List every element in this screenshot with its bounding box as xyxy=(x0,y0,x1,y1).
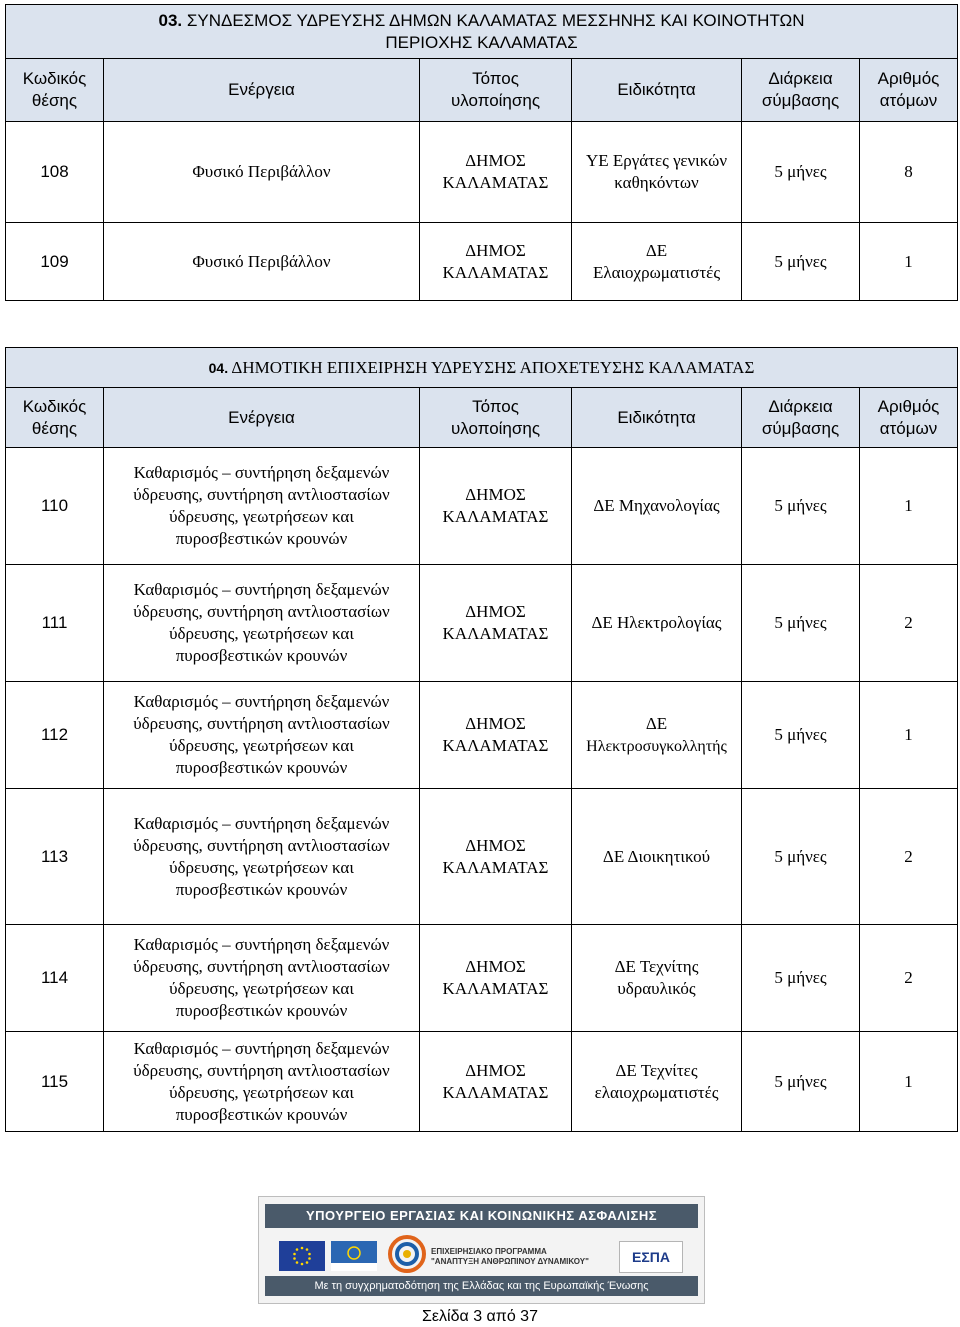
section-04-table xyxy=(5,347,958,1132)
table-row xyxy=(6,122,958,223)
row-code: 112 xyxy=(6,682,104,789)
section-03-table xyxy=(5,4,958,301)
row-duration: 5 μήνες xyxy=(742,682,860,789)
section-03-title xyxy=(6,5,958,59)
row-code: 115 xyxy=(6,1032,104,1132)
row-place: ΔΗΜΟΣ ΚΑΛΑΜΑΤΑΣ xyxy=(420,223,572,301)
row-duration: 5 μήνες xyxy=(742,565,860,682)
row-duration: 5 μήνες xyxy=(742,925,860,1032)
row-specialty: ΔΕ Τεχνίτης υδραυλικός xyxy=(572,925,742,1032)
row-duration: 5 μήνες xyxy=(742,1032,860,1132)
row-specialty: ΔΕ Ηλεκτρολογίας xyxy=(572,565,742,682)
funding-banner xyxy=(258,1196,705,1304)
row-code: 111 xyxy=(6,565,104,682)
header-code: Κωδικός θέσης xyxy=(6,59,104,122)
header-specialty: Ειδικότητα xyxy=(572,388,742,448)
header-activity: Ενέργεια xyxy=(104,388,420,448)
row-activity: Καθαρισμός – συντήρηση δεξαμενών ύδρευσης, συντήρηση αντλιοστασίων ύδρευσης, γεωτρήσεων και πυροσβεστικών κρουνών xyxy=(104,448,420,565)
row-activity: Φυσικό Περιβάλλον xyxy=(104,223,420,301)
row-count: 1 xyxy=(860,223,958,301)
table-row xyxy=(6,925,958,1032)
table-row xyxy=(6,789,958,925)
header-activity: Ενέργεια xyxy=(104,59,420,122)
row-specialty: ΔΕ Διοικητικού xyxy=(572,789,742,925)
row-duration: 5 μήνες xyxy=(742,448,860,565)
row-activity: Καθαρισμός – συντήρηση δεξαμενών ύδρευσης, συντήρηση αντλιοστασίων ύδρευσης, γεωτρήσεων και πυροσβεστικών κρουνών xyxy=(104,789,420,925)
header-count: Αριθμός ατόμων xyxy=(860,59,958,122)
ministry-bar: ΥΠΟΥΡΓΕΙΟ ΕΡΓΑΣΙΑΣ ΚΑΙ ΚΟΙΝΩΝΙΚΗΣ ΑΣΦΑΛΙΣΗΣ xyxy=(265,1204,698,1228)
row-place: ΔΗΜΟΣ ΚΑΛΑΜΑΤΑΣ xyxy=(420,789,572,925)
row-code: 113 xyxy=(6,789,104,925)
row-count: 2 xyxy=(860,565,958,682)
row-activity: Φυσικό Περιβάλλον xyxy=(104,122,420,223)
eu-flag-icon xyxy=(279,1241,325,1271)
row-specialty: ΔΕ Ελαιοχρωματιστές xyxy=(572,223,742,301)
section-03-title-line1: ΣΥΝΔΕΣΜΟΣ ΥΔΡΕΥΣΗΣ ΔΗΜΩΝ ΚΑΛΑΜΑΤΑΣ ΜΕΣΣΗΝΗΣ ΚΑΙ ΚΟΙΝΟΤΗΤΩΝ xyxy=(186,10,805,30)
program-name: ΕΠΙΧΕΙΡΗΣΙΑΚΟ ΠΡΟΓΡΑΜΜΑ "ΑΝΑΠΤΥΞΗ ΑΝΘΡΩΠΙΝΟΥ ΔΥΝΑΜΙΚΟΥ" xyxy=(431,1247,589,1266)
table-row xyxy=(6,1032,958,1132)
row-count: 2 xyxy=(860,789,958,925)
espa-logo: ΕΣΠΑ xyxy=(619,1241,683,1273)
row-duration: 5 μήνες xyxy=(742,223,860,301)
row-code: 108 xyxy=(6,122,104,223)
table-row xyxy=(6,223,958,301)
section-04-title xyxy=(6,348,958,388)
row-place: ΔΗΜΟΣ ΚΑΛΑΜΑΤΑΣ xyxy=(420,1032,572,1132)
row-place: ΔΗΜΟΣ ΚΑΛΑΜΑΤΑΣ xyxy=(420,448,572,565)
row-place: ΔΗΜΟΣ ΚΑΛΑΜΑΤΑΣ xyxy=(420,925,572,1032)
table-row xyxy=(6,565,958,682)
table-row xyxy=(6,448,958,565)
header-code: Κωδικός θέσης xyxy=(6,388,104,448)
table-row xyxy=(6,682,958,789)
row-duration: 5 μήνες xyxy=(742,789,860,925)
section-04-title-text: ΔΗΜΟΤΙΚΗ ΕΠΙΧΕΙΡΗΣΗ ΥΔΡΕΥΣΗΣ ΑΠΟΧΕΤΕΥΣΗΣ ΚΑΛΑΜΑΤΑΣ xyxy=(231,357,755,377)
header-duration: Διάρκεια σύμβασης xyxy=(742,59,860,122)
row-activity: Καθαρισμός – συντήρηση δεξαμενών ύδρευσης, συντήρηση αντλιοστασίων ύδρευσης, γεωτρήσεων και πυροσβεστικών κρουνών xyxy=(104,682,420,789)
esf-flag-icon xyxy=(331,1241,377,1271)
row-count: 8 xyxy=(860,122,958,223)
header-place: Τόπος υλοποίησης xyxy=(420,388,572,448)
section-03-number: 03. xyxy=(158,10,183,30)
page-number: Σελίδα 3 από 37 xyxy=(422,1308,538,1325)
row-place: ΔΗΜΟΣ ΚΑΛΑΜΑΤΑΣ xyxy=(420,122,572,223)
row-code: 109 xyxy=(6,223,104,301)
row-place: ΔΗΜΟΣ ΚΑΛΑΜΑΤΑΣ xyxy=(420,565,572,682)
row-code: 110 xyxy=(6,448,104,565)
row-count: 1 xyxy=(860,448,958,565)
cofunding-bar: Με τη συγχρηματοδότηση της Ελλάδας και της Ευρωπαϊκής Ένωσης xyxy=(265,1276,698,1296)
header-place: Τόπος υλοποίησης xyxy=(420,59,572,122)
row-duration: 5 μήνες xyxy=(742,122,860,223)
row-specialty: ΔΕ Μηχανολογίας xyxy=(572,448,742,565)
row-specialty: ΔΕ Τεχνίτες ελαιοχρωματιστές xyxy=(572,1032,742,1132)
section-04-number: 04. xyxy=(208,359,229,376)
row-place: ΔΗΜΟΣ ΚΑΛΑΜΑΤΑΣ xyxy=(420,682,572,789)
header-count: Αριθμός ατόμων xyxy=(860,388,958,448)
header-specialty: Ειδικότητα xyxy=(572,59,742,122)
row-count: 1 xyxy=(860,1032,958,1132)
section-04-header-row xyxy=(6,388,958,448)
program-logo-icon xyxy=(387,1234,427,1274)
header-duration: Διάρκεια σύμβασης xyxy=(742,388,860,448)
row-activity: Καθαρισμός – συντήρηση δεξαμενών ύδρευσης, συντήρηση αντλιοστασίων ύδρευσης, γεωτρήσεων και πυροσβεστικών κρουνών xyxy=(104,925,420,1032)
section-03-header-row xyxy=(6,59,958,122)
row-code: 114 xyxy=(6,925,104,1032)
row-activity: Καθαρισμός – συντήρηση δεξαμενών ύδρευσης, συντήρηση αντλιοστασίων ύδρευσης, γεωτρήσεων και πυροσβεστικών κρουνών xyxy=(104,565,420,682)
row-specialty: ΔΕ Ηλεκτροσυγκολλητής xyxy=(572,682,742,789)
row-count: 1 xyxy=(860,682,958,789)
row-count: 2 xyxy=(860,925,958,1032)
row-specialty: ΥΕ Εργάτες γενικών καθηκόντων xyxy=(572,122,742,223)
section-03-title-line2: ΠΕΡΙΟΧΗΣ ΚΑΛΑΜΑΤΑΣ xyxy=(385,32,578,52)
row-activity: Καθαρισμός – συντήρηση δεξαμενών ύδρευσης, συντήρηση αντλιοστασίων ύδρευσης, γεωτρήσεων και πυροσβεστικών κρουνών xyxy=(104,1032,420,1132)
